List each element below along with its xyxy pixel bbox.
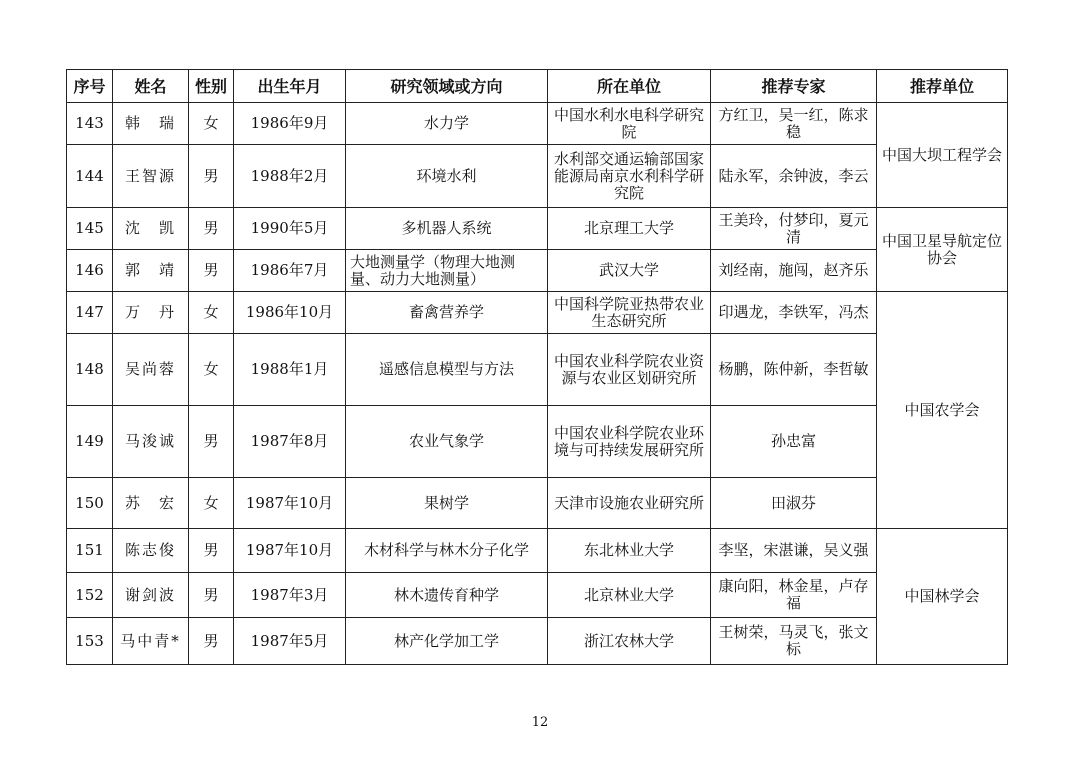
cell-experts: 陆永军，余钟波，李云	[711, 145, 877, 208]
table-row	[67, 478, 1008, 529]
cell-field: 多机器人系统	[346, 208, 548, 250]
header-unit: 所在单位	[548, 70, 711, 103]
cell-field: 木材科学与林木分子化学	[346, 529, 548, 573]
cell-experts: 王树荣，马灵飞，张文标	[711, 618, 877, 665]
cell-unit: 中国水利水电科学研究院	[548, 103, 711, 145]
cell-org: 中国林学会	[877, 529, 1008, 665]
cell-field: 农业气象学	[346, 406, 548, 478]
header-name: 姓名	[113, 70, 189, 103]
cell-seq: 143	[67, 103, 113, 145]
cell-unit: 北京理工大学	[548, 208, 711, 250]
cell-gender: 男	[189, 250, 234, 292]
cell-gender: 男	[189, 406, 234, 478]
cell-seq: 146	[67, 250, 113, 292]
cell-experts: 杨鹏，陈仲新，李哲敏	[711, 334, 877, 406]
cell-gender: 男	[189, 145, 234, 208]
cell-birth: 1986年9月	[234, 103, 346, 145]
cell-unit: 东北林业大学	[548, 529, 711, 573]
cell-birth: 1987年8月	[234, 406, 346, 478]
cell-experts: 康向阳，林金星，卢存福	[711, 573, 877, 618]
cell-org: 中国大坝工程学会	[877, 103, 1008, 208]
cell-birth: 1986年7月	[234, 250, 346, 292]
cell-field: 畜禽营养学	[346, 292, 548, 334]
table-row	[67, 208, 1008, 250]
header-seq: 序号	[67, 70, 113, 103]
cell-experts: 刘经南，施闯，赵齐乐	[711, 250, 877, 292]
cell-seq: 144	[67, 145, 113, 208]
cell-field: 果树学	[346, 478, 548, 529]
cell-seq: 150	[67, 478, 113, 529]
recommendation-table	[66, 69, 1008, 665]
table-row	[67, 145, 1008, 208]
cell-birth: 1987年10月	[234, 478, 346, 529]
header-experts: 推荐专家	[711, 70, 877, 103]
cell-field: 环境水利	[346, 145, 548, 208]
cell-gender: 男	[189, 208, 234, 250]
cell-name: 吴尚蓉	[113, 334, 189, 406]
cell-name: 马浚诚	[113, 406, 189, 478]
cell-unit: 中国科学院亚热带农业生态研究所	[548, 292, 711, 334]
cell-birth: 1990年5月	[234, 208, 346, 250]
cell-name: 陈志俊	[113, 529, 189, 573]
cell-name: 马中青*	[113, 618, 189, 665]
cell-seq: 152	[67, 573, 113, 618]
table-row	[67, 250, 1008, 292]
cell-experts: 李坚，宋湛谦，吴义强	[711, 529, 877, 573]
cell-seq: 153	[67, 618, 113, 665]
cell-name: 王智源	[113, 145, 189, 208]
cell-experts: 方红卫，吴一红，陈求稳	[711, 103, 877, 145]
table-row	[67, 103, 1008, 145]
cell-org: 中国农学会	[877, 292, 1008, 529]
cell-birth: 1988年2月	[234, 145, 346, 208]
cell-experts: 孙忠富	[711, 406, 877, 478]
cell-name: 万 丹	[113, 292, 189, 334]
cell-seq: 148	[67, 334, 113, 406]
cell-gender: 女	[189, 334, 234, 406]
cell-birth: 1986年10月	[234, 292, 346, 334]
table-row	[67, 334, 1008, 406]
header-birth: 出生年月	[234, 70, 346, 103]
cell-experts: 印遇龙，李铁军，冯杰	[711, 292, 877, 334]
cell-unit: 天津市设施农业研究所	[548, 478, 711, 529]
header-row	[67, 70, 1008, 103]
cell-seq: 145	[67, 208, 113, 250]
cell-gender: 女	[189, 103, 234, 145]
table-row	[67, 529, 1008, 573]
cell-birth: 1987年3月	[234, 573, 346, 618]
table-row	[67, 618, 1008, 665]
cell-gender: 女	[189, 292, 234, 334]
cell-org: 中国卫星导航定位协会	[877, 208, 1008, 292]
cell-field: 水力学	[346, 103, 548, 145]
cell-field: 林木遗传育种学	[346, 573, 548, 618]
cell-seq: 147	[67, 292, 113, 334]
cell-experts: 田淑芬	[711, 478, 877, 529]
cell-unit: 北京林业大学	[548, 573, 711, 618]
cell-gender: 男	[189, 618, 234, 665]
cell-name: 郭 靖	[113, 250, 189, 292]
cell-unit: 水利部交通运输部国家能源局南京水利科学研究院	[548, 145, 711, 208]
cell-gender: 男	[189, 573, 234, 618]
cell-gender: 女	[189, 478, 234, 529]
cell-experts: 王美玲，付梦印，夏元清	[711, 208, 877, 250]
cell-birth: 1987年10月	[234, 529, 346, 573]
cell-birth: 1988年1月	[234, 334, 346, 406]
cell-unit: 中国农业科学院农业资源与农业区划研究所	[548, 334, 711, 406]
cell-seq: 149	[67, 406, 113, 478]
page-number: 12	[531, 715, 549, 730]
cell-name: 沈 凯	[113, 208, 189, 250]
cell-unit: 浙江农林大学	[548, 618, 711, 665]
table-row	[67, 573, 1008, 618]
table-row	[67, 292, 1008, 334]
cell-field: 林产化学加工学	[346, 618, 548, 665]
cell-gender: 男	[189, 529, 234, 573]
cell-seq: 151	[67, 529, 113, 573]
cell-unit: 武汉大学	[548, 250, 711, 292]
header-field: 研究领域或方向	[346, 70, 548, 103]
header-org: 推荐单位	[877, 70, 1008, 103]
cell-unit: 中国农业科学院农业环境与可持续发展研究所	[548, 406, 711, 478]
cell-name: 苏 宏	[113, 478, 189, 529]
header-gender: 性别	[189, 70, 234, 103]
cell-field: 大地测量学（物理大地测量、动力大地测量）	[346, 250, 548, 292]
cell-field: 遥感信息模型与方法	[346, 334, 548, 406]
cell-birth: 1987年5月	[234, 618, 346, 665]
cell-name: 韩 瑞	[113, 103, 189, 145]
cell-name: 谢剑波	[113, 573, 189, 618]
table-row	[67, 406, 1008, 478]
